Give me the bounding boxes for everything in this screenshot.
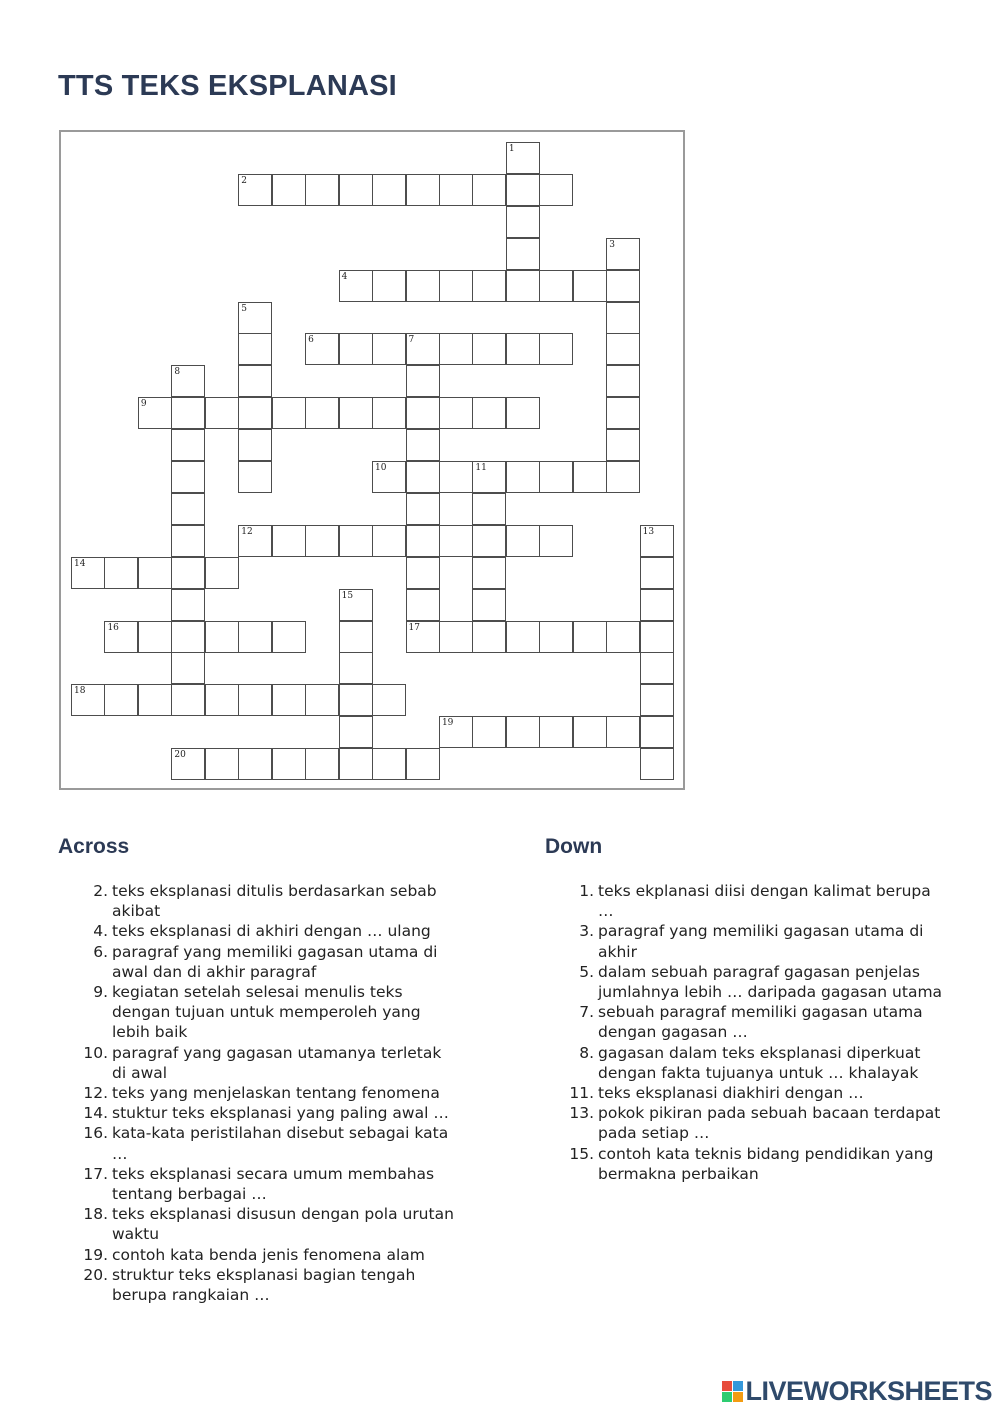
clue-number: 13.	[569, 1104, 594, 1123]
crossword-cell[interactable]	[472, 557, 506, 589]
crossword-cell[interactable]	[339, 621, 373, 653]
crossword-cell[interactable]	[406, 621, 440, 653]
crossword-cell[interactable]	[406, 493, 440, 525]
crossword-cell[interactable]	[238, 525, 272, 557]
crossword-cell[interactable]	[238, 174, 272, 206]
crossword-cell[interactable]	[439, 716, 473, 748]
crossword-cell[interactable]	[606, 429, 640, 461]
cell-number: 13	[642, 526, 655, 537]
crossword-cell[interactable]	[171, 429, 205, 461]
crossword-cell[interactable]	[238, 461, 272, 493]
crossword-cell[interactable]	[539, 525, 573, 557]
crossword-cell[interactable]	[506, 174, 540, 206]
brand-icon	[722, 1381, 743, 1402]
crossword-cell[interactable]	[138, 684, 172, 716]
crossword-cell[interactable]	[472, 461, 506, 493]
clue-text: teks eksplanasi di akhiri dengan … ulang	[112, 922, 431, 941]
brand-icon-square	[722, 1381, 732, 1391]
clue-text: teks eksplanasi ditulis berdasarkan sebab akibat	[112, 882, 437, 921]
cell-number: 4	[341, 271, 348, 282]
crossword-cell[interactable]	[305, 748, 339, 780]
down-clue	[546, 881, 946, 921]
crossword-cell[interactable]	[606, 461, 640, 493]
crossword-cell[interactable]	[171, 397, 205, 429]
across-clue	[60, 1083, 460, 1103]
crossword-cell[interactable]	[339, 397, 373, 429]
cell-number: 5	[241, 303, 247, 314]
across-clue	[60, 1043, 460, 1083]
crossword-cell[interactable]	[406, 270, 440, 302]
crossword-cell[interactable]	[606, 397, 640, 429]
clue-text: dalam sebuah paragraf gagasan penjelas jumlahnya lebih … daripada gagasan utama	[598, 962, 943, 1002]
cell-number: 17	[408, 622, 420, 633]
crossword-cell[interactable]	[406, 365, 440, 397]
down-clue	[546, 1002, 946, 1042]
crossword-cell[interactable]	[104, 684, 138, 716]
crossword-cell[interactable]	[439, 621, 473, 653]
crossword-cell[interactable]	[305, 397, 339, 429]
crossword-cell[interactable]	[372, 333, 406, 365]
down-clue	[546, 1083, 946, 1103]
cell-number: 19	[441, 718, 454, 729]
crossword-cell[interactable]	[506, 142, 540, 174]
crossword-cell[interactable]	[606, 238, 640, 270]
crossword-cell[interactable]	[472, 493, 506, 525]
crossword-cell[interactable]	[272, 748, 306, 780]
across-clue	[60, 1103, 460, 1123]
clue-number: 4.	[93, 922, 108, 941]
clue-number: 20.	[83, 1265, 108, 1284]
clue-number: 1.	[579, 882, 594, 900]
clue-text: teks eksplanasi secara umum membahas tentang berbagai …	[112, 1164, 435, 1204]
crossword-cell[interactable]	[205, 621, 239, 653]
crossword-cell[interactable]	[339, 748, 373, 780]
crossword-cell[interactable]	[372, 397, 406, 429]
clue-number: 12.	[83, 1084, 108, 1103]
crossword-cell[interactable]	[606, 333, 640, 365]
crossword-cell[interactable]	[339, 333, 373, 365]
clue-number: 15.	[569, 1144, 594, 1163]
crossword-cell[interactable]	[238, 365, 272, 397]
down-heading: Down	[545, 835, 603, 858]
across-clue	[60, 881, 460, 921]
crossword-cell[interactable]	[606, 270, 640, 302]
crossword-cell[interactable]	[439, 174, 473, 206]
crossword-cell[interactable]	[640, 525, 674, 557]
down-clue	[546, 962, 946, 1002]
crossword-cell[interactable]	[272, 621, 306, 653]
cell-number: 16	[107, 622, 119, 633]
crossword-cell[interactable]	[506, 621, 540, 653]
clue-text: teks ekplanasi diisi dengan kalimat berupa …	[598, 882, 931, 921]
crossword-cell[interactable]	[539, 621, 573, 653]
crossword-cell[interactable]	[606, 365, 640, 397]
crossword-frame	[59, 130, 685, 790]
clue-number: 11.	[569, 1084, 594, 1103]
crossword-cell[interactable]	[439, 270, 473, 302]
crossword-cell[interactable]	[406, 174, 440, 206]
crossword-cell[interactable]	[539, 716, 573, 748]
crossword-cell[interactable]	[171, 621, 205, 653]
crossword-cell[interactable]	[472, 174, 506, 206]
crossword-cell[interactable]	[372, 461, 406, 493]
crossword-cell[interactable]	[171, 493, 205, 525]
crossword-cell[interactable]	[171, 365, 205, 397]
crossword-cell[interactable]	[439, 397, 473, 429]
crossword-cell[interactable]	[238, 333, 272, 365]
crossword-cell[interactable]	[539, 174, 573, 206]
across-clue	[60, 921, 460, 941]
clue-number: 18.	[83, 1205, 108, 1224]
crossword-cell[interactable]	[506, 206, 540, 238]
crossword-cell[interactable]	[272, 174, 306, 206]
crossword-cell[interactable]	[305, 333, 339, 365]
crossword-cell[interactable]	[71, 684, 105, 716]
down-clue	[546, 921, 946, 961]
clue-number: 16.	[83, 1124, 108, 1143]
crossword-cell[interactable]	[372, 748, 406, 780]
crossword-cell[interactable]	[205, 684, 239, 716]
crossword-cell[interactable]	[506, 238, 540, 270]
crossword-cell[interactable]	[205, 397, 239, 429]
crossword-cell[interactable]	[104, 621, 138, 653]
crossword-cell[interactable]	[506, 333, 540, 365]
clue-text: gagasan dalam teks eksplanasi diperkuat dengan fakta tujuanya untuk … khalayak	[598, 1043, 921, 1082]
cell-number: 3	[609, 239, 615, 250]
page-title: TTS TEKS EKSPLANASI	[58, 70, 397, 102]
crossword-cell[interactable]	[272, 397, 306, 429]
clue-number: 19.	[83, 1245, 108, 1264]
across-clue	[60, 1204, 460, 1244]
crossword-cell[interactable]	[339, 525, 373, 557]
cell-number: 11	[475, 463, 487, 473]
across-clue	[60, 982, 460, 1043]
crossword-cell[interactable]	[539, 270, 573, 302]
clue-text: sebuah paragraf memiliki gagasan utama dengan gagasan …	[598, 1003, 923, 1042]
crossword-cell[interactable]	[573, 461, 607, 493]
crossword-cell[interactable]	[171, 525, 205, 557]
crossword-cell[interactable]	[171, 652, 205, 684]
down-clue	[546, 1043, 946, 1083]
clue-text: kegiatan setelah selesai menulis teks dengan tujuan untuk memperoleh yang lebih baik	[112, 983, 421, 1042]
crossword-cell[interactable]	[406, 557, 440, 589]
clue-number: 10.	[83, 1043, 108, 1062]
clue-number: 9.	[93, 983, 108, 1002]
crossword-cell[interactable]	[339, 270, 373, 302]
crossword-cell[interactable]	[606, 716, 640, 748]
across-heading: Across	[58, 835, 130, 858]
crossword-cell[interactable]	[439, 333, 473, 365]
crossword-cell[interactable]	[506, 270, 540, 302]
crossword-cell[interactable]	[305, 174, 339, 206]
cell-number: 7	[408, 335, 415, 346]
crossword-cell[interactable]	[205, 557, 239, 589]
crossword-cell[interactable]	[640, 652, 674, 684]
crossword-cell[interactable]	[138, 621, 172, 653]
crossword-cell[interactable]	[406, 461, 440, 493]
clue-text: contoh kata benda jenis fenomena alam	[112, 1245, 425, 1264]
cell-number: 15	[341, 590, 354, 601]
crossword-cell[interactable]	[640, 684, 674, 716]
crossword-cell[interactable]	[472, 270, 506, 302]
crossword-cell[interactable]	[606, 621, 640, 653]
crossword-cell[interactable]	[272, 684, 306, 716]
crossword-cell[interactable]	[171, 684, 205, 716]
crossword-cell[interactable]	[439, 525, 473, 557]
crossword-cell[interactable]	[472, 525, 506, 557]
crossword-cell[interactable]	[339, 652, 373, 684]
crossword-cell[interactable]	[640, 748, 674, 780]
across-clue	[60, 1123, 460, 1163]
brand-icon-square	[722, 1392, 732, 1402]
crossword-cell[interactable]	[640, 589, 674, 621]
clue-number: 3.	[579, 922, 594, 941]
cell-number: 2	[241, 175, 247, 186]
clue-number: 14.	[83, 1104, 108, 1123]
clue-text: teks eksplanasi disusun dengan pola urutan waktu	[112, 1205, 454, 1244]
crossword-cell[interactable]	[640, 557, 674, 589]
crossword-cell[interactable]	[406, 429, 440, 461]
across-clue-list	[60, 881, 460, 1305]
clue-text: paragraf yang memiliki gagasan utama di awal dan di akhir paragraf	[112, 942, 438, 981]
crossword-cell[interactable]	[372, 684, 406, 716]
crossword-cell[interactable]	[238, 684, 272, 716]
crossword-cell[interactable]	[506, 716, 540, 748]
cell-number: 18	[74, 686, 86, 697]
cell-number: 20	[174, 750, 186, 761]
crossword-cell[interactable]	[640, 716, 674, 748]
brand-text: LIVEWORKSHEETS	[745, 1376, 992, 1406]
crossword-cell[interactable]	[506, 525, 540, 557]
crossword-cell[interactable]	[406, 748, 440, 780]
crossword-cell[interactable]	[406, 525, 440, 557]
crossword-cell[interactable]	[339, 174, 373, 206]
clue-text: paragraf yang memiliki gagasan utama di akhir	[598, 922, 924, 961]
across-clue	[60, 1265, 460, 1305]
crossword-cell[interactable]	[573, 621, 607, 653]
across-clue	[60, 1245, 460, 1265]
clue-text: stuktur teks eksplanasi yang paling awal …	[112, 1104, 449, 1123]
clue-text: paragraf yang gagasan utamanya terletak di awal	[112, 1043, 442, 1082]
crossword-cell[interactable]	[472, 716, 506, 748]
clue-number: 5.	[579, 962, 594, 981]
cell-number: 8	[174, 367, 181, 378]
crossword-cell[interactable]	[171, 748, 205, 780]
clue-number: 2.	[93, 882, 108, 900]
crossword-cell[interactable]	[472, 333, 506, 365]
crossword-cell[interactable]	[439, 461, 473, 493]
clue-text: struktur teks eksplanasi bagian tengah berupa rangkaian …	[112, 1265, 416, 1305]
crossword-cell[interactable]	[573, 270, 607, 302]
brand-icon-square	[733, 1381, 743, 1391]
crossword-cell[interactable]	[506, 397, 540, 429]
crossword-cell[interactable]	[138, 557, 172, 589]
clue-text: contoh kata teknis bidang pendidikan yang bermakna perbaikan	[598, 1144, 934, 1183]
across-clue	[60, 942, 460, 982]
crossword-cell[interactable]	[339, 589, 373, 621]
crossword-cell[interactable]	[305, 525, 339, 557]
crossword-cell[interactable]	[539, 461, 573, 493]
down-clue	[546, 1144, 946, 1184]
crossword-cell[interactable]	[339, 684, 373, 716]
crossword-cell[interactable]	[539, 333, 573, 365]
down-clue	[546, 1103, 946, 1143]
crossword-cell[interactable]	[506, 461, 540, 493]
cell-number: 12	[241, 526, 253, 537]
crossword-cell[interactable]	[372, 525, 406, 557]
crossword-cell[interactable]	[171, 557, 205, 589]
crossword-cell[interactable]	[171, 589, 205, 621]
cell-number: 9	[140, 399, 147, 410]
crossword-cell[interactable]	[406, 589, 440, 621]
crossword-cell[interactable]	[238, 621, 272, 653]
crossword-cell[interactable]	[406, 397, 440, 429]
crossword-cell[interactable]	[71, 557, 105, 589]
crossword-cell[interactable]	[472, 621, 506, 653]
clue-text: teks yang menjelaskan tentang fenomena	[112, 1084, 440, 1103]
across-clue	[60, 1164, 460, 1204]
crossword-cell[interactable]	[406, 333, 440, 365]
clue-number: 17.	[83, 1164, 108, 1183]
crossword-cell[interactable]	[640, 621, 674, 653]
crossword-cell[interactable]	[372, 270, 406, 302]
clue-number: 8.	[579, 1043, 594, 1062]
crossword-cell[interactable]	[372, 174, 406, 206]
clue-text: pokok pikiran pada sebuah bacaan terdapat pada setiap …	[598, 1104, 941, 1143]
crossword-cell[interactable]	[472, 589, 506, 621]
crossword-cell[interactable]	[305, 684, 339, 716]
clue-text: teks eksplanasi diakhiri dengan …	[598, 1084, 864, 1103]
crossword-cell[interactable]	[238, 429, 272, 461]
crossword-cell[interactable]	[573, 716, 607, 748]
brand-icon-square	[733, 1392, 743, 1402]
cell-number: 14	[74, 558, 86, 569]
crossword-cell[interactable]	[205, 748, 239, 780]
crossword-cell[interactable]	[171, 461, 205, 493]
clue-number: 6.	[93, 942, 108, 961]
cell-number: 1	[508, 144, 515, 154]
cell-number: 6	[308, 335, 314, 346]
crossword-cell[interactable]	[138, 397, 172, 429]
clue-number: 7.	[579, 1003, 594, 1022]
crossword-cell[interactable]	[272, 525, 306, 557]
crossword-cell[interactable]	[238, 748, 272, 780]
crossword-cell[interactable]	[606, 302, 640, 334]
crossword-cell[interactable]	[238, 397, 272, 429]
crossword-cell[interactable]	[339, 716, 373, 748]
cell-number: 10	[375, 463, 387, 473]
crossword-cell[interactable]	[472, 397, 506, 429]
down-clue-list	[546, 881, 946, 1184]
crossword-cell[interactable]	[238, 302, 272, 334]
brand-logo	[722, 1376, 992, 1407]
crossword-cell[interactable]	[104, 557, 138, 589]
clue-text: kata-kata peristilahan disebut sebagai kata …	[112, 1124, 449, 1163]
